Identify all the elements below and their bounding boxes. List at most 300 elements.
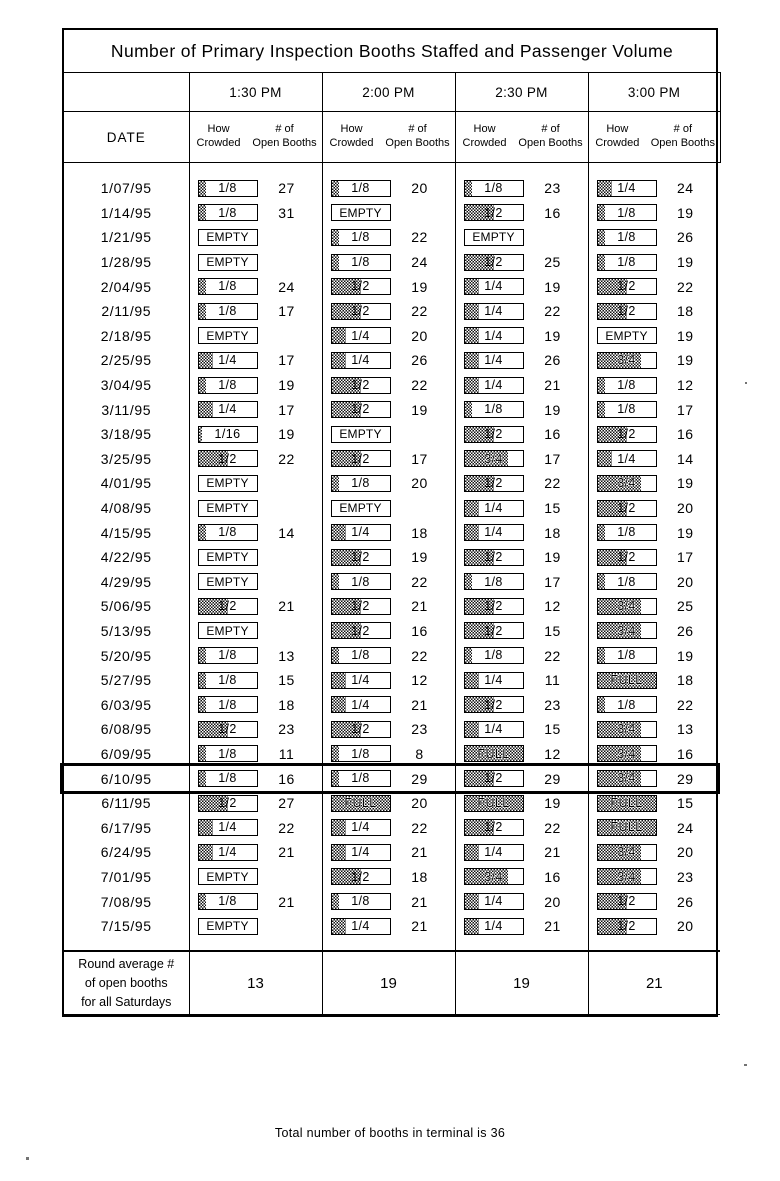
date-cell: 4/29/95 [100, 573, 152, 590]
date-cell: 4/08/95 [100, 500, 152, 517]
table-row [589, 865, 721, 890]
date-cell: 6/17/95 [100, 819, 152, 836]
how-crowded-gauge [464, 377, 524, 394]
gauge-label: 1/8 [617, 230, 636, 245]
table-row [456, 668, 588, 693]
open-booths-value: 11 [278, 745, 295, 762]
gauge-label: 1/2 [617, 500, 636, 515]
table-row [589, 201, 721, 226]
date-cell: 3/04/95 [100, 377, 152, 394]
open-booths-value: 20 [544, 893, 561, 910]
gauge-label: 1/2 [351, 599, 370, 614]
gauge-label: 1/2 [617, 426, 636, 441]
how-crowded-gauge [597, 696, 657, 713]
how-crowded-gauge [597, 868, 657, 885]
table-row [589, 324, 721, 349]
open-booths-value: 16 [544, 426, 561, 443]
how-crowded-gauge [597, 819, 657, 836]
date-cell: 6/09/95 [100, 745, 152, 762]
how-crowded-label [190, 123, 248, 151]
open-booths-value: 16 [278, 770, 295, 787]
gauge-label: 1/4 [484, 500, 503, 515]
date-cell: 5/20/95 [100, 647, 152, 664]
open-booths-value: 16 [544, 868, 561, 885]
table-row [190, 619, 322, 644]
how-crowded-gauge [198, 426, 258, 443]
open-booths-value: 22 [676, 696, 694, 713]
table-row [456, 373, 588, 398]
table-row [323, 570, 455, 595]
open-booths-value: 24 [278, 278, 295, 295]
gauge-label: 1/2 [351, 869, 370, 884]
table-row [589, 250, 721, 275]
table-row [456, 840, 588, 865]
how-crowded-gauge [331, 204, 391, 221]
open-booths-value: 20 [411, 475, 428, 492]
gauge-label: 1/8 [351, 230, 370, 245]
gauge-label: 1/4 [484, 894, 503, 909]
table-row [190, 397, 322, 422]
table-row [589, 643, 721, 668]
how-crowded-gauge [198, 598, 258, 615]
open-booths-value: 14 [278, 524, 295, 541]
open-booths-value: 21 [544, 377, 561, 394]
date-cell: 4/15/95 [100, 524, 152, 541]
gauge-label: 1/8 [218, 697, 237, 712]
table-row [456, 570, 588, 595]
how-crowded-gauge [464, 426, 524, 443]
open-booths-value: 22 [411, 573, 428, 590]
open-booths-value: 23 [676, 868, 694, 885]
gauge-label: 1/2 [484, 254, 503, 269]
gauge-label: 1/8 [617, 525, 636, 540]
open-booths-value: 23 [411, 721, 428, 738]
gauge-label: 1/4 [484, 377, 503, 392]
gauge-label: 1/2 [484, 426, 503, 441]
open-booths-value: 22 [411, 647, 428, 664]
table-title-row [64, 30, 720, 73]
open-booths-value: 19 [544, 795, 561, 812]
gauge-label: 3/4 [617, 623, 636, 638]
how-crowded-gauge [464, 254, 524, 271]
open-booths-value: 21 [278, 844, 295, 861]
gauge-label: 1/8 [351, 254, 370, 269]
how-crowded-gauge [464, 549, 524, 566]
how-crowded-gauge [198, 254, 258, 271]
how-crowded-gauge [198, 893, 258, 910]
table-row [589, 274, 721, 299]
gauge-label: 1/8 [218, 377, 237, 392]
gauge-label: 1/4 [351, 845, 370, 860]
gauge-label: 1/2 [484, 771, 503, 786]
table-row [323, 791, 455, 816]
how-crowded-gauge [331, 721, 391, 738]
gauge-label: 1/4 [484, 304, 503, 319]
how-crowded-gauge [597, 622, 657, 639]
measurement-cell-list [323, 176, 455, 938]
gauge-label: 3/4 [617, 353, 636, 368]
date-cell: 2/11/95 [101, 303, 152, 320]
how-crowded-gauge [597, 377, 657, 394]
gauge-label: EMPTY [206, 869, 249, 884]
gauge-label: 3/4 [617, 771, 636, 786]
gauge-label: 1/8 [351, 181, 370, 196]
how-crowded-line2: Crowded [196, 137, 241, 149]
open-booths-value: 19 [544, 278, 561, 295]
open-booths-value: 15 [676, 795, 694, 812]
date-cell: 4/22/95 [100, 549, 152, 566]
how-crowded-gauge [331, 918, 391, 935]
table-row [589, 717, 721, 742]
open-booths-value: 29 [411, 770, 428, 787]
gauge-label: EMPTY [206, 919, 249, 934]
how-crowded-gauge [198, 475, 258, 492]
gauge-label: 1/8 [617, 697, 636, 712]
table-row [190, 668, 322, 693]
table-row [589, 176, 721, 201]
open-booths-value: 18 [411, 524, 428, 541]
table-row [323, 348, 455, 373]
open-booths-value: 19 [676, 647, 694, 664]
table-row [456, 619, 588, 644]
table-row [323, 815, 455, 840]
how-crowded-gauge [597, 770, 657, 787]
table-row [190, 865, 322, 890]
how-crowded-gauge [331, 696, 391, 713]
how-crowded-gauge [464, 819, 524, 836]
how-crowded-gauge [331, 844, 391, 861]
how-crowded-gauge [331, 278, 391, 295]
how-crowded-gauge [331, 254, 391, 271]
how-crowded-gauge [464, 524, 524, 541]
open-booths-value: 17 [676, 401, 694, 418]
open-booths-value: 24 [676, 180, 694, 197]
how-crowded-gauge [331, 868, 391, 885]
gauge-label: 1/4 [351, 328, 370, 343]
how-crowded-gauge [198, 672, 258, 689]
date-cell: 5/27/95 [100, 672, 152, 689]
open-booths-value: 13 [278, 647, 295, 664]
open-booths-label [646, 123, 719, 151]
gauge-label: EMPTY [206, 230, 249, 245]
table-row [456, 225, 588, 250]
gauge-label: 1/4 [484, 328, 503, 343]
how-crowded-gauge [464, 500, 524, 517]
table-row [589, 619, 721, 644]
how-crowded-gauge [331, 745, 391, 762]
date-cell: 3/25/95 [100, 450, 152, 467]
table-row [323, 545, 455, 570]
how-crowded-gauge [198, 303, 258, 320]
open-booths-value: 25 [544, 254, 561, 271]
open-booths-label [514, 123, 588, 151]
open-booths-value: 22 [278, 819, 295, 836]
open-booths-value: 15 [544, 622, 561, 639]
how-crowded-gauge [597, 745, 657, 762]
table-row [456, 815, 588, 840]
table-row [456, 742, 588, 767]
how-crowded-gauge [597, 254, 657, 271]
how-crowded-gauge [331, 475, 391, 492]
open-booths-value: 8 [415, 745, 424, 762]
table-row [589, 815, 721, 840]
table-row [190, 373, 322, 398]
how-crowded-gauge [464, 868, 524, 885]
how-crowded-gauge [464, 450, 524, 467]
gauge-label: 1/2 [484, 476, 503, 491]
gauge-label: 1/8 [218, 746, 237, 761]
table-row [456, 692, 588, 717]
how-crowded-gauge [597, 475, 657, 492]
gauge-label: 1/8 [617, 205, 636, 220]
gauge-label: 1/8 [218, 525, 237, 540]
gauge-label: 1/8 [617, 377, 636, 392]
gauge-label: FULL [610, 820, 643, 835]
open-booths-value: 18 [544, 524, 561, 541]
measurement-cell-list [456, 176, 588, 938]
gauge-label: 1/2 [617, 279, 636, 294]
table-row [589, 397, 721, 422]
open-booths-value: 23 [544, 696, 561, 713]
open-booths-value: 21 [411, 844, 428, 861]
how-crowded-gauge [331, 672, 391, 689]
table-row [456, 348, 588, 373]
open-booths-value: 19 [278, 426, 295, 443]
how-crowded-gauge [331, 352, 391, 369]
table-row [456, 496, 588, 521]
open-booths-value: 24 [411, 254, 428, 271]
open-booths-line2: Open Booths [650, 137, 715, 149]
table-row [589, 889, 721, 914]
date-cell: 1/21/95 [100, 229, 152, 246]
how-crowded-gauge [331, 795, 391, 812]
open-booths-value: 20 [411, 180, 428, 197]
how-crowded-gauge [198, 647, 258, 664]
table-row [323, 471, 455, 496]
time-header-2: 2:30 PM [455, 73, 588, 112]
date-cell: 7/01/95 [100, 868, 152, 885]
table-row [456, 422, 588, 447]
date-cell: 2/18/95 [100, 327, 152, 344]
how-crowded-gauge [597, 647, 657, 664]
table-row [323, 447, 455, 472]
gauge-label: EMPTY [206, 623, 249, 638]
how-crowded-gauge [198, 524, 258, 541]
how-crowded-gauge [331, 327, 391, 344]
open-booths-label [381, 123, 455, 151]
booths-table-container [62, 28, 718, 1017]
gauge-label: 3/4 [617, 869, 636, 884]
how-crowded-gauge [464, 180, 524, 197]
table-row [323, 840, 455, 865]
how-crowded-gauge [597, 549, 657, 566]
table-row [456, 791, 588, 816]
gauge-label: 1/8 [617, 254, 636, 269]
table-row [456, 299, 588, 324]
gauge-label: 3/4 [617, 746, 636, 761]
open-booths-value: 27 [278, 180, 295, 197]
open-booths-value: 16 [676, 745, 694, 762]
table-row [456, 397, 588, 422]
time-column-0 [189, 163, 322, 952]
open-booths-value: 17 [278, 352, 295, 369]
table-row [589, 496, 721, 521]
date-cell: 6/10/95 [100, 770, 152, 787]
table-row [323, 766, 455, 791]
how-crowded-gauge [198, 500, 258, 517]
how-crowded-gauge [597, 426, 657, 443]
how-crowded-gauge [198, 401, 258, 418]
sub-header-2 [455, 112, 588, 163]
table-row [589, 422, 721, 447]
table-row [323, 594, 455, 619]
table-row [589, 791, 721, 816]
summary-label-line2: of open booths [84, 976, 168, 991]
table-row [190, 274, 322, 299]
how-crowded-gauge [464, 475, 524, 492]
open-booths-line2: Open Booths [252, 137, 317, 149]
how-crowded-gauge [198, 180, 258, 197]
table-row [190, 299, 322, 324]
how-crowded-gauge [464, 204, 524, 221]
open-booths-value: 16 [411, 622, 428, 639]
open-booths-value: 19 [544, 327, 561, 344]
gauge-label: 1/4 [218, 353, 237, 368]
table-row [323, 865, 455, 890]
table-row [323, 250, 455, 275]
open-booths-value: 19 [676, 254, 694, 271]
gauge-label: 1/8 [218, 181, 237, 196]
how-crowded-gauge [331, 426, 391, 443]
gauge-label: 1/4 [617, 451, 636, 466]
how-crowded-gauge [198, 229, 258, 246]
table-row [323, 422, 455, 447]
open-booths-value: 22 [411, 377, 428, 394]
how-crowded-gauge [198, 844, 258, 861]
open-booths-value: 12 [411, 672, 428, 689]
gauge-label: 1/4 [351, 918, 370, 933]
page-title: Number of Primary Inspection Booths Staffed and Passenger Volume [64, 30, 720, 73]
table-row [190, 496, 322, 521]
table-row [190, 250, 322, 275]
date-cell: 6/11/95 [101, 795, 152, 812]
open-booths-value: 19 [278, 377, 295, 394]
how-crowded-gauge [597, 844, 657, 861]
table-row [190, 225, 322, 250]
table-row [323, 643, 455, 668]
open-booths-value: 18 [676, 303, 694, 320]
table-row [456, 766, 588, 791]
date-cell: 1/07/95 [100, 180, 152, 197]
date-cell: 7/08/95 [100, 893, 152, 910]
open-booths-value: 22 [544, 647, 561, 664]
gauge-label: 3/4 [484, 869, 503, 884]
how-crowded-gauge [464, 278, 524, 295]
gauge-label: 1/4 [484, 525, 503, 540]
table-row [456, 324, 588, 349]
open-booths-line1: # of [408, 123, 427, 136]
how-crowded-line1: How [340, 123, 363, 136]
gauge-label: 1/2 [484, 820, 503, 835]
open-booths-value: 18 [411, 868, 428, 885]
date-column-header: DATE [64, 112, 189, 163]
open-booths-value: 21 [278, 893, 295, 910]
open-booths-value: 17 [278, 401, 295, 418]
date-cell: 6/03/95 [100, 696, 152, 713]
gauge-label: EMPTY [472, 230, 515, 245]
time-header-3: 3:00 PM [588, 73, 720, 112]
summary-value-0: 13 [189, 951, 322, 1015]
gauge-label: EMPTY [605, 328, 648, 343]
table-row [190, 520, 322, 545]
table-row [456, 176, 588, 201]
sub-header-row [64, 112, 720, 163]
open-booths-value: 19 [411, 278, 428, 295]
time-header-0: 1:30 PM [189, 73, 322, 112]
table-row [323, 176, 455, 201]
summary-row [64, 951, 720, 1015]
gauge-label: 1/8 [351, 648, 370, 663]
open-booths-value: 23 [544, 180, 561, 197]
table-row [589, 570, 721, 595]
date-cell: 6/24/95 [100, 844, 152, 861]
gauge-label: 1/8 [617, 402, 636, 417]
table-row [323, 397, 455, 422]
how-crowded-gauge [198, 721, 258, 738]
date-cell: 4/01/95 [100, 475, 152, 492]
open-booths-value: 21 [411, 598, 428, 615]
gauge-label: 1/8 [218, 648, 237, 663]
how-crowded-gauge [198, 377, 258, 394]
open-booths-value: 17 [544, 450, 561, 467]
table-row [323, 742, 455, 767]
summary-value-2: 19 [455, 951, 588, 1015]
gauge-label: 1/4 [351, 672, 370, 687]
date-cell: 7/15/95 [100, 918, 152, 935]
gauge-label: 3/4 [617, 722, 636, 737]
table-row [190, 717, 322, 742]
table-row [323, 324, 455, 349]
gauge-label: EMPTY [206, 476, 249, 491]
gauge-label: EMPTY [206, 574, 249, 589]
how-crowded-gauge [331, 819, 391, 836]
how-crowded-gauge [331, 229, 391, 246]
how-crowded-gauge [198, 549, 258, 566]
gauge-label: 1/8 [484, 648, 503, 663]
gauge-label: EMPTY [339, 205, 382, 220]
how-crowded-gauge [331, 377, 391, 394]
date-cell: 1/28/95 [100, 254, 152, 271]
gauge-label: 1/8 [218, 672, 237, 687]
sub-header-0 [189, 112, 322, 163]
gauge-label: 1/4 [484, 279, 503, 294]
open-booths-value: 18 [278, 696, 295, 713]
table-row [589, 594, 721, 619]
how-crowded-gauge [464, 696, 524, 713]
gauge-label: 1/2 [351, 402, 370, 417]
open-booths-value: 12 [544, 598, 561, 615]
open-booths-value: 26 [676, 229, 694, 246]
date-cell: 1/14/95 [100, 204, 152, 221]
table-row [589, 520, 721, 545]
how-crowded-gauge [464, 918, 524, 935]
how-crowded-gauge [597, 278, 657, 295]
table-row [190, 889, 322, 914]
open-booths-value: 17 [676, 549, 694, 566]
gauge-label: 1/2 [484, 549, 503, 564]
how-crowded-gauge [331, 500, 391, 517]
gauge-label: 1/2 [484, 599, 503, 614]
